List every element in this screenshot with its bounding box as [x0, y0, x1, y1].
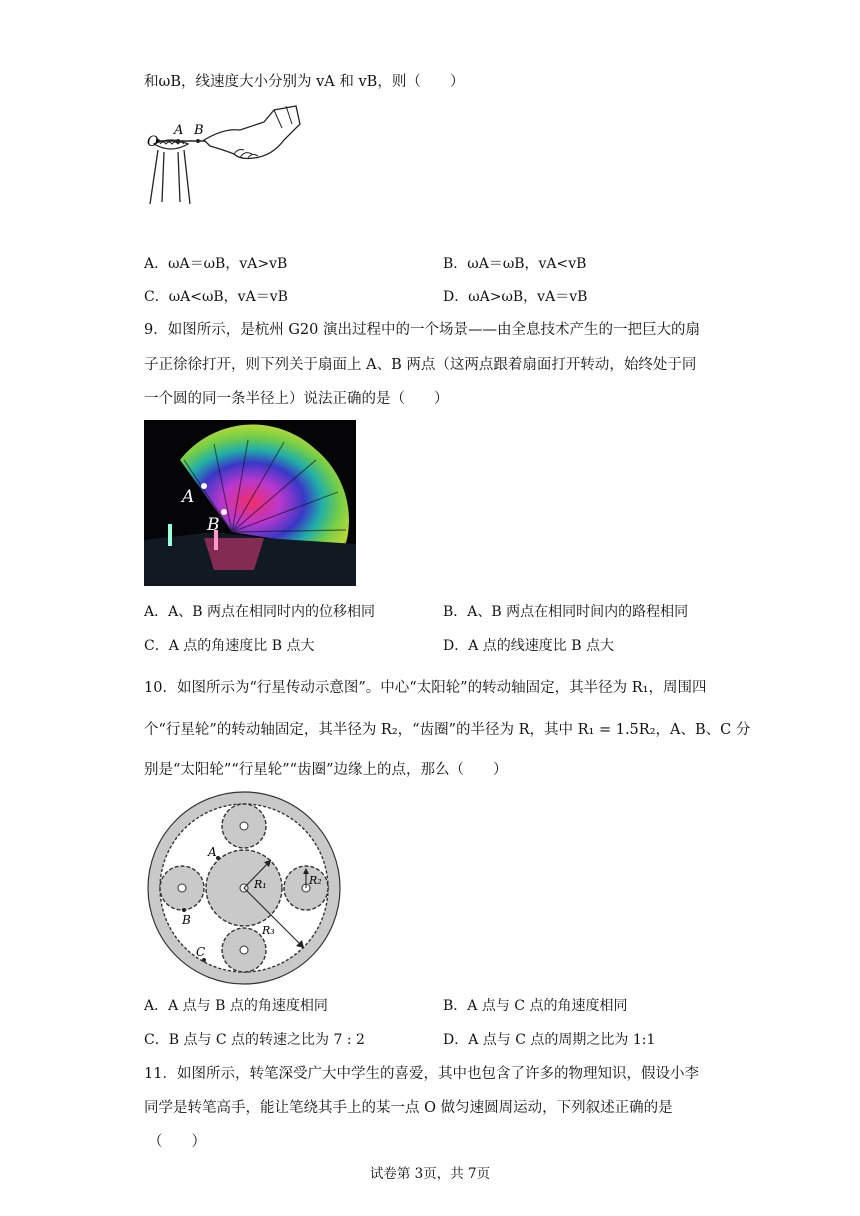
q8-option-d[interactable]: D．ωA>ωB，vA＝vB — [443, 289, 588, 305]
q10-stem-line-3: 别是“太阳轮”“行星轮”“齿圈”边缘上的点，那么（ ） — [144, 762, 508, 778]
q9-option-d[interactable]: D．A 点的线速度比 B 点大 — [443, 638, 614, 654]
q10-stem-line-2: 个“行星轮”的转动轴固定，其半径为 R₂，“齿圈”的半径为 R，其中 R₁ = 1.5R₂，A、B、C 分 — [144, 722, 751, 738]
q9-label-a: A — [182, 487, 195, 507]
q10-label-c: C — [196, 945, 206, 959]
q11-stem-line-3: （ ） — [148, 1134, 206, 1150]
q10-label-r3: R₃ — [262, 924, 275, 937]
q11-stem-line-2: 同学是转笔高手，能让笔绕其手上的某一点 O 做匀速圆周运动，下列叙述正确的是 — [144, 1100, 673, 1116]
q8-label-b: B — [194, 123, 204, 138]
q8-label-a: A — [174, 123, 184, 138]
q9-label-b: B — [207, 515, 220, 535]
q11-stem-line-1: 11．如图所示，转笔深受广大中学生的喜爱，其中也包含了许多的物理知识，假设小李 — [144, 1066, 699, 1082]
q9-option-c[interactable]: C．A 点的角速度比 B 点大 — [144, 638, 315, 654]
q8-figure-hand-rod — [144, 100, 304, 210]
q8-label-o: O — [147, 134, 159, 150]
q10-option-b[interactable]: B．A 点与 C 点的角速度相同 — [443, 998, 628, 1014]
q10-label-r1: R₁ — [254, 878, 267, 891]
q8-option-b[interactable]: B．ωA＝ωB，vA<vB — [443, 256, 587, 272]
q10-option-a[interactable]: A．A 点与 B 点的角速度相同 — [144, 998, 328, 1014]
q10-option-c[interactable]: C．B 点与 C 点的转速之比为 7 : 2 — [144, 1032, 365, 1048]
q9-figure-hologram-fan — [144, 420, 356, 586]
q8-option-c[interactable]: C．ωA<ωB，vA＝vB — [144, 289, 288, 305]
q9-stem-line-3: 一个圆的同一条半径上）说法正确的是（ ） — [144, 391, 449, 407]
q8-option-a[interactable]: A．ωA＝ωB，vA>vB — [144, 256, 288, 272]
q8-stem-line: 和ωB，线速度大小分别为 vA 和 vB，则（ ） — [144, 74, 465, 90]
q9-option-a[interactable]: A．A、B 两点在相同时内的位移相同 — [144, 604, 375, 620]
q10-option-d[interactable]: D．A 点与 C 点的周期之比为 1:1 — [443, 1032, 656, 1048]
q9-stem-line-1: 9．如图所示，是杭州 G20 演出过程中的一个场景——由全息技术产生的一把巨大的扇 — [144, 322, 700, 338]
q10-figure-planetary-gear — [146, 790, 342, 986]
q10-label-r2: R₂ — [309, 874, 322, 887]
q9-stem-line-2: 子正徐徐打开，则下列关于扇面上 A、B 两点（这两点跟着扇面打开转动，始终处于同 — [144, 357, 697, 373]
q10-label-b: B — [182, 913, 191, 927]
q10-stem-line-1: 10．如图所示为“行星传动示意图”。中心“太阳轮”的转动轴固定，其半径为 R₁，周围四 — [144, 680, 707, 696]
q9-option-b[interactable]: B．A、B 两点在相同时间内的路程相同 — [443, 604, 689, 620]
page-footer: 试卷第 3页，共 7页 — [369, 1166, 491, 1182]
q10-label-a: A — [208, 845, 217, 859]
